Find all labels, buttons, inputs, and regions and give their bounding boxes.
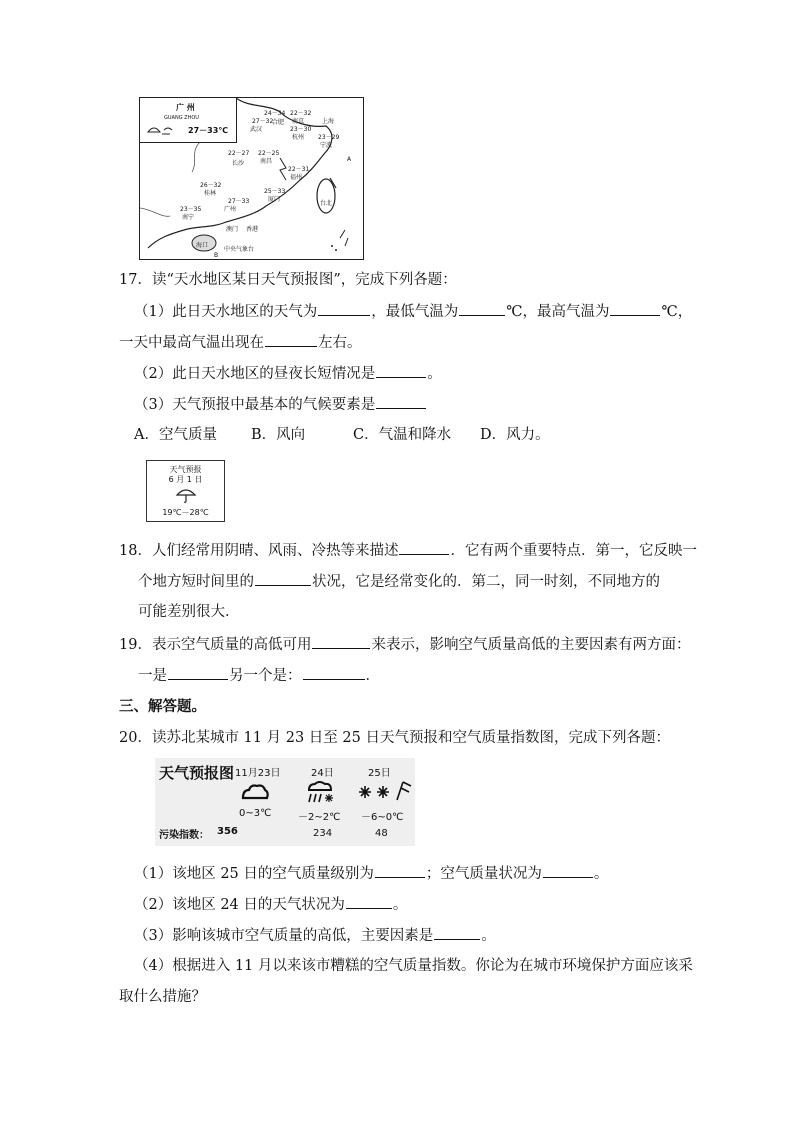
q20-line4: （4）根据进入 11 月以来该市糟糕的空气质量指数。你论为在城市环境保护方面应该采 — [134, 958, 693, 974]
map-label: 台北 — [320, 200, 333, 207]
blank-min-temp[interactable] — [459, 301, 505, 316]
q20-l3a: （3）影响该城市空气质量的高低，主要因素是 — [134, 928, 434, 944]
guangzhou-inset — [140, 98, 237, 143]
map-label: 22－32 — [290, 110, 312, 117]
q17-line3 — [134, 363, 442, 384]
map-label: 武汉 — [250, 126, 263, 133]
map-label: 23－29 — [318, 134, 340, 141]
map-label: 海口 — [196, 242, 209, 249]
weather-symbols-icon — [146, 122, 186, 136]
snow-wind-icon — [355, 778, 413, 804]
strip-index-label: 污染指数： — [159, 830, 209, 841]
q20-line2 — [134, 894, 407, 915]
weather-map-figure — [139, 97, 364, 260]
map-label: 长沙 — [232, 160, 245, 167]
map-label: A — [347, 156, 352, 163]
blank-weather[interactable] — [318, 301, 370, 316]
q19-line1 — [119, 634, 690, 655]
map-label: 22－25 — [258, 150, 280, 157]
forecast-box — [146, 460, 225, 522]
q18-l1a: 18．人们经常用阴晴、风雨、冷热等来描述 — [119, 543, 399, 559]
q17-line2 — [119, 332, 362, 353]
blank-factor-two[interactable] — [303, 665, 365, 680]
q19-line2 — [138, 665, 380, 686]
q17-stem: 17．读“天水地区某日天气预报图”，完成下列各题： — [119, 272, 457, 288]
map-label: 22－27 — [228, 150, 250, 157]
blank-basic-element[interactable] — [376, 394, 426, 409]
blank-atmosphere[interactable] — [255, 571, 311, 586]
strip-date-1: 11月23日 — [235, 768, 281, 779]
q20-line3 — [134, 925, 496, 946]
map-label: 南宁 — [182, 214, 195, 221]
q19-l1a: 19．表示空气质量的高低可用 — [119, 637, 312, 653]
strip-temp-1: 0~3℃ — [239, 808, 272, 819]
map-label: 26－32 — [200, 182, 222, 189]
strip-temp-2: －2~2℃ — [298, 812, 341, 823]
map-label: 24－34 — [264, 110, 286, 117]
q19-l2c: ． — [365, 668, 380, 684]
q17-l3a: （2）此日天水地区的昼夜长短情况是 — [134, 366, 376, 382]
strip-index-3: 48 — [375, 828, 388, 839]
forecast-box-temp: 19℃－28℃ — [162, 508, 209, 517]
strip-date-3: 25日 — [368, 768, 391, 779]
map-label: 杭州 — [292, 134, 305, 141]
q17-l1b: ，最低气温为 — [371, 304, 459, 320]
q18-l1b: ．它有两个重要特点．第一，它反映一 — [450, 543, 697, 559]
map-label: 福州 — [290, 174, 303, 181]
blank-max-temp[interactable] — [610, 301, 660, 316]
q18-l2b: 状况，它是经常变化的．第二，同一时刻，不同地方的 — [312, 574, 660, 590]
q17-l3b: 。 — [427, 366, 442, 382]
map-label: 南昌 — [260, 158, 273, 165]
blank-main-factor[interactable] — [434, 925, 480, 940]
inset-city: 广 州 — [176, 103, 195, 112]
strip-index-1: 356 — [217, 826, 238, 837]
blank-weather-24[interactable] — [346, 894, 392, 909]
q17-l1c: ℃，最高气温为 — [506, 304, 610, 320]
q20-l1a: （1）该地区 25 日的空气质量级别为 — [134, 866, 374, 882]
q17-option-d[interactable]: D．风力。 — [480, 427, 550, 443]
blank-factor-one[interactable] — [168, 665, 228, 680]
strip-date-2: 24日 — [311, 768, 334, 779]
map-label: 23－30 — [290, 126, 312, 133]
strip-index-2: 234 — [313, 828, 333, 839]
q18-line1 — [119, 540, 697, 561]
q17-line4 — [134, 394, 427, 415]
forecast-box-date: 6 月 1 日 — [168, 475, 203, 484]
q19-l2a: 一是 — [138, 668, 167, 684]
umbrella-rain-icon — [175, 487, 197, 503]
map-label: 香港 — [246, 226, 259, 233]
map-label: 合肥 — [272, 119, 285, 126]
q17-l2b: 左右。 — [318, 335, 362, 351]
map-label: B — [214, 252, 219, 259]
blank-quality-status[interactable] — [543, 863, 593, 878]
map-label: 上海 — [322, 118, 335, 125]
map-label: 厦门 — [268, 196, 281, 203]
q20-l3b: 。 — [481, 928, 496, 944]
blank-max-time[interactable] — [265, 332, 317, 347]
q18-line3: 可能差别很大． — [138, 604, 240, 620]
q17-line1 — [134, 301, 692, 322]
map-label: 中央气象台 — [224, 246, 255, 253]
map-label: 27－33 — [228, 198, 250, 205]
section-heading: 三、解答题。 — [119, 698, 206, 715]
cloudy-icon — [239, 780, 271, 804]
q19-l2b: 另一个是： — [229, 668, 302, 684]
q17-l2a: 一天中最高气温出现在 — [119, 335, 264, 351]
q20-l2a: （2）该地区 24 日的天气状况为 — [134, 897, 345, 913]
blank-day-night[interactable] — [376, 363, 426, 378]
q17-l1d: ℃， — [661, 304, 693, 320]
q18-l2a: 个地方短时间里的 — [138, 574, 254, 590]
q20-line1 — [134, 863, 608, 884]
blank-weather-term[interactable] — [399, 540, 449, 555]
q19-l1b: 来表示，影响空气质量高低的主要因素有两方面： — [371, 637, 691, 653]
q20-l1c: 。 — [593, 866, 609, 882]
q18-line2 — [138, 571, 660, 592]
map-label: 澳门 — [226, 226, 239, 233]
inset-pinyin: GUANG ZHOU — [164, 115, 199, 121]
strip-temp-3: －6~0℃ — [361, 812, 404, 823]
blank-quality-level[interactable] — [375, 863, 425, 878]
map-label: 桂林 — [204, 190, 217, 197]
map-label: 22－31 — [288, 166, 310, 173]
map-label: 27－32 — [252, 118, 274, 125]
map-label: 25－33 — [264, 188, 286, 195]
q17-option-c[interactable]: C．气温和降水 — [353, 427, 452, 443]
q20-l2b: 。 — [392, 897, 408, 913]
blank-air-index[interactable] — [312, 634, 370, 649]
forecast-box-title: 天气预报 — [169, 465, 202, 474]
q20-l1b: ；空气质量状况为 — [425, 866, 542, 882]
sleet-icon — [303, 780, 343, 804]
q17-option-a[interactable]: A．空气质量 — [134, 427, 217, 443]
q17-option-b[interactable]: B．风向 — [251, 427, 306, 443]
q17-l1a: （1）此日天水地区的天气为 — [134, 304, 318, 320]
map-label: 宁波 — [320, 142, 333, 149]
forecast-strip — [155, 758, 415, 846]
strip-title: 天气预报图 — [159, 764, 235, 782]
map-label: 南京 — [292, 118, 305, 125]
inset-temp: 27－33℃ — [188, 126, 228, 135]
q20-stem: 20．读苏北某城市 11 月 23 日至 25 日天气预报和空气质量指数图，完成下列各题： — [119, 730, 670, 746]
map-label: 广州 — [224, 206, 237, 213]
map-label: 23－35 — [180, 206, 202, 213]
q17-l4a: （3）天气预报中最基本的气候要素是 — [134, 397, 376, 413]
q20-line5: 取什么措施？ — [119, 989, 206, 1005]
